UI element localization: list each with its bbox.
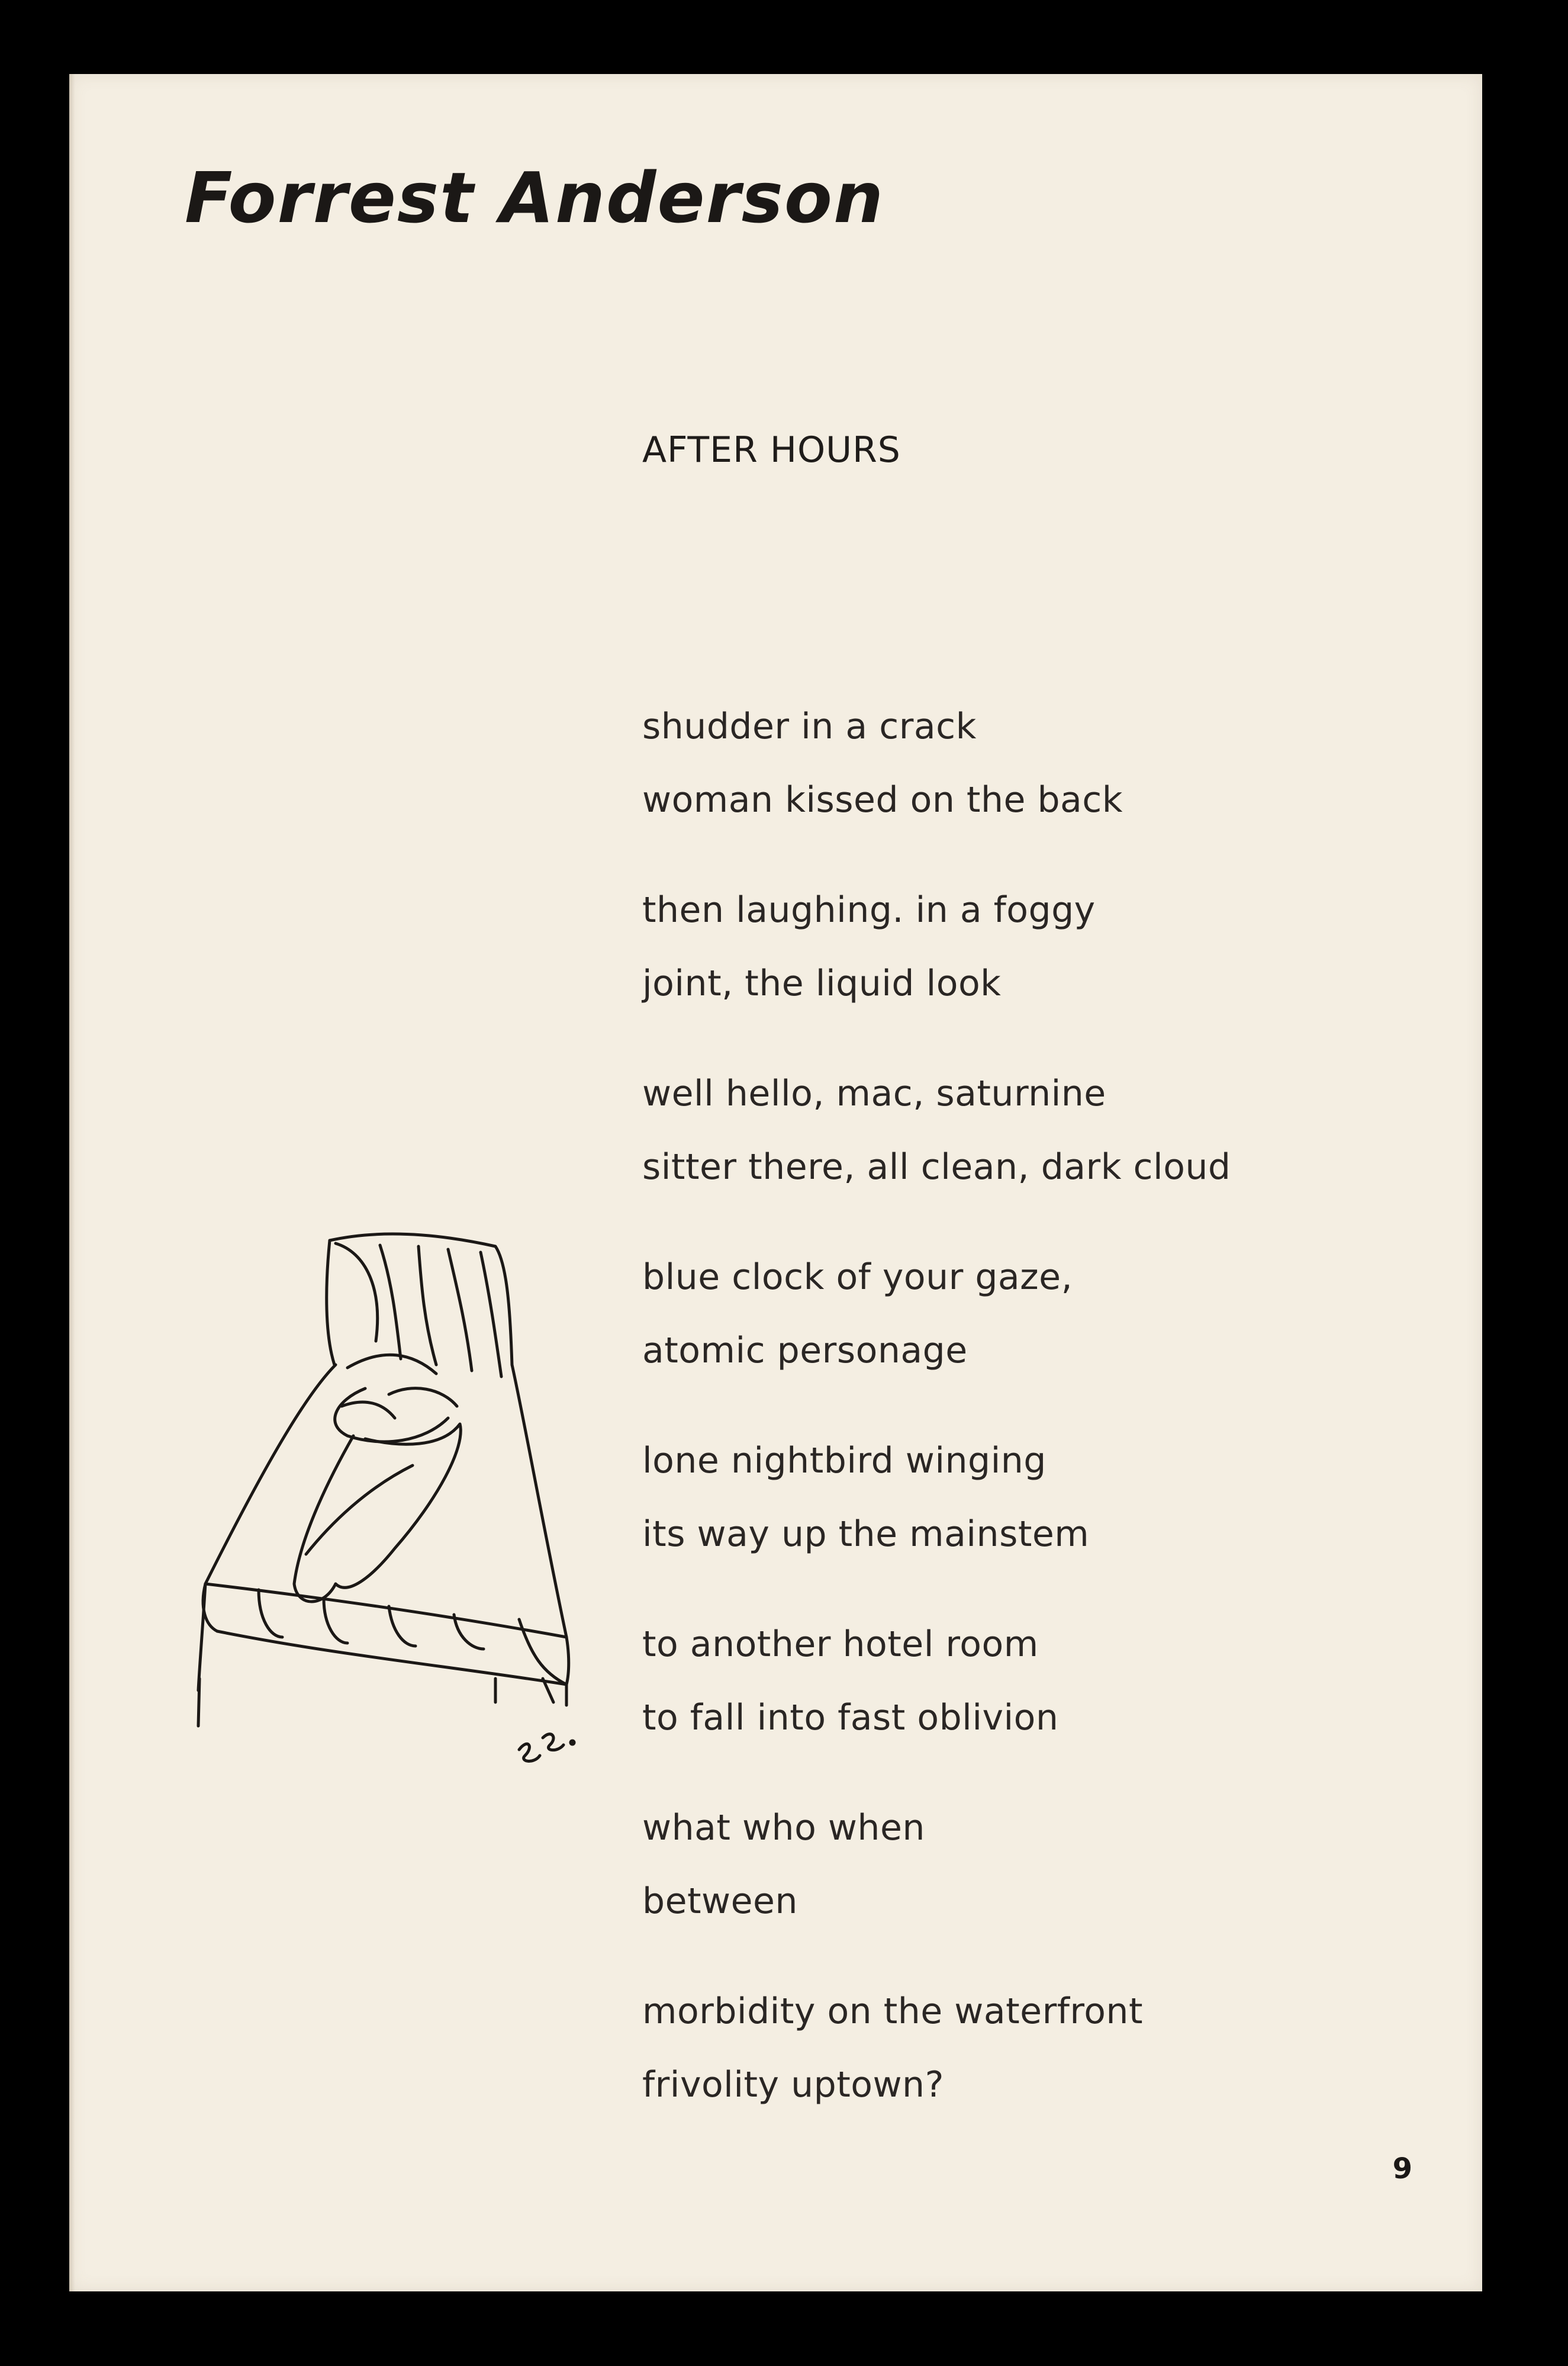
poem-line: morbidity on the waterfront (642, 1991, 1143, 2032)
poem-line: to fall into fast oblivion (642, 1697, 1059, 1738)
author-name: Forrest Anderson (185, 157, 884, 239)
page-number: 9 (1392, 2152, 1412, 2185)
poem-line: to another hotel room (642, 1624, 1039, 1665)
stanza (642, 1608, 1412, 1754)
stanza (642, 1424, 1412, 1571)
poem-line: woman kissed on the back (642, 779, 1123, 821)
poem-line: shudder in a crack (642, 706, 977, 747)
stanza (642, 1975, 1412, 2121)
poem-line: then laughing. in a foggy (642, 889, 1096, 931)
bed-sketch-icon (188, 1169, 590, 1821)
stanza (642, 1240, 1412, 1387)
poem-line: blue clock of your gaze, (642, 1256, 1073, 1298)
poem-body (642, 690, 1412, 2158)
stanza (642, 873, 1412, 1020)
poem-title: AFTER HOURS (642, 429, 901, 471)
stanza (642, 1791, 1412, 1938)
poem-line: between (642, 1880, 798, 1922)
poem-line: frivolity uptown? (642, 2064, 944, 2105)
book-page (69, 74, 1482, 2291)
page-edge-shadow (69, 74, 75, 2291)
stanza (642, 1057, 1412, 1204)
poem-line: sitter there, all clean, dark cloud (642, 1146, 1231, 1188)
poem-line: joint, the liquid look (642, 963, 1002, 1004)
poem-line: lone nightbird winging (642, 1440, 1047, 1481)
stanza (642, 690, 1412, 837)
poem-line: its way up the mainstem (642, 1513, 1090, 1555)
poem-line: well hello, mac, saturnine (642, 1073, 1106, 1114)
poem-line: what who when (642, 1807, 925, 1849)
poem-line: atomic personage (642, 1330, 968, 1371)
